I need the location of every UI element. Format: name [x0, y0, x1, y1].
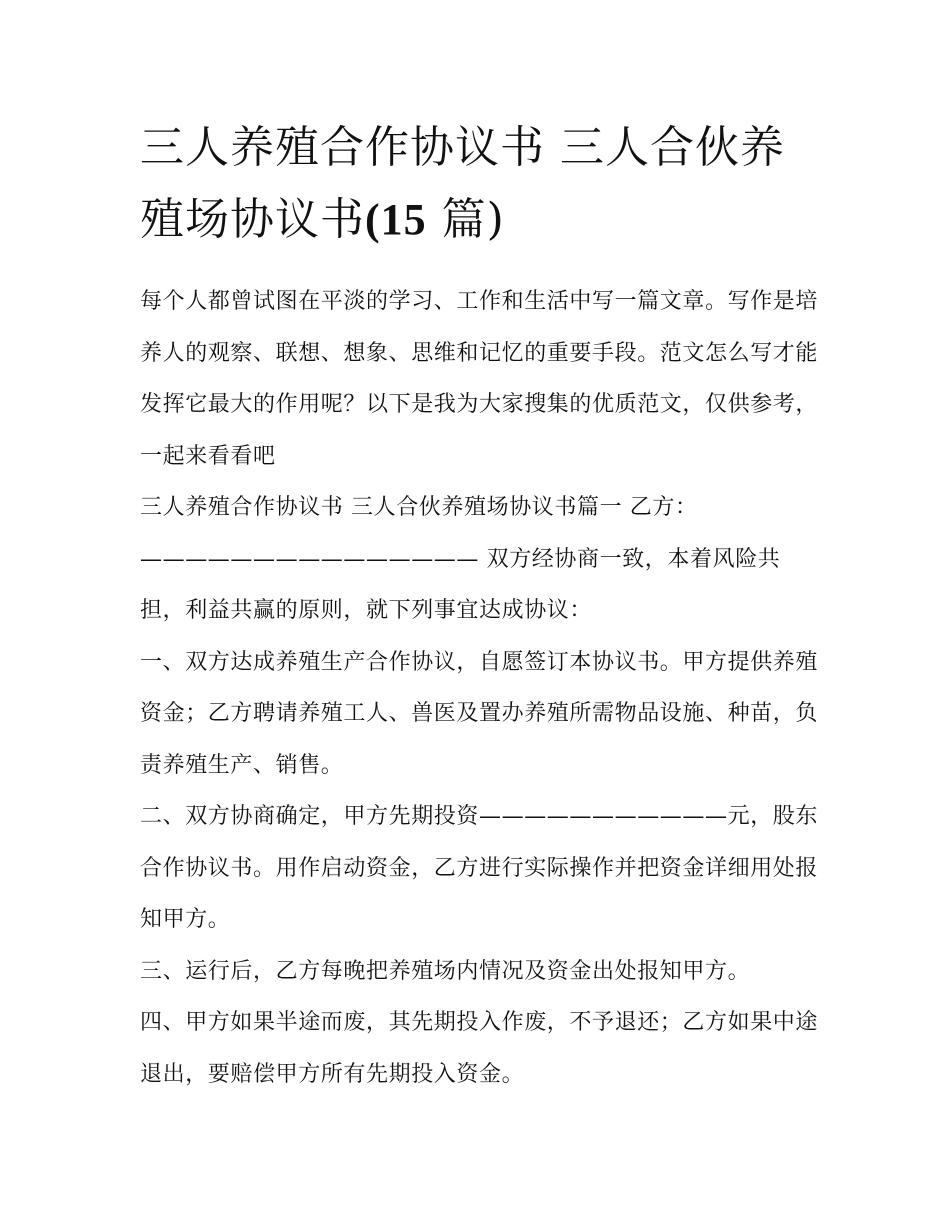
title-text: 三人养殖合作协议书 三人合伙养殖场协议书 — [140, 122, 785, 245]
paragraph-clause-2: 二、双方协商确定，甲方先期投资———————————元，股东合作协议书。用作启动资金，乙方进行实际操作并把资金详细用处报知甲方。 — [140, 804, 819, 932]
paragraph-clause-3: 三、运行后，乙方每晚把养殖场内情况及资金出处报知甲方。 — [140, 958, 751, 984]
title-suffix: 篇) — [426, 194, 505, 245]
paragraph-section-one-opening: 三人养殖合作协议书 三人合伙养殖场协议书篇一 乙方：——————————————— 双方经协商一致，本着风险共担，利益共赢的原则，就下列事宜达成协议： — [140, 495, 781, 623]
document-body — [140, 276, 820, 1100]
paragraph-intro: 每个人都曾试图在平淡的学习、工作和生活中写一篇文章。写作是培养人的观察、联想、想象、思维和记忆的重要手段。范文怎么写才能发挥它最大的作用呢？以下是我为大家搜集的优质范文，仅供参考，一起来看看吧 — [140, 289, 819, 469]
paragraph-clause-1: 一、双方达成养殖生产合作协议，自愿签订本协议书。甲方提供养殖资金；乙方聘请养殖工人、兽医及置办养殖所需物品设施、种苗，负责养殖生产、销售。 — [140, 649, 819, 778]
title-count: (15 — [365, 195, 427, 244]
document-title — [140, 112, 820, 256]
paragraph-clause-4: 四、甲方如果半途而废，其先期投入作废，不予退还；乙方如果中途退出，要赔偿甲方所有先期投入资金。 — [140, 1010, 819, 1087]
